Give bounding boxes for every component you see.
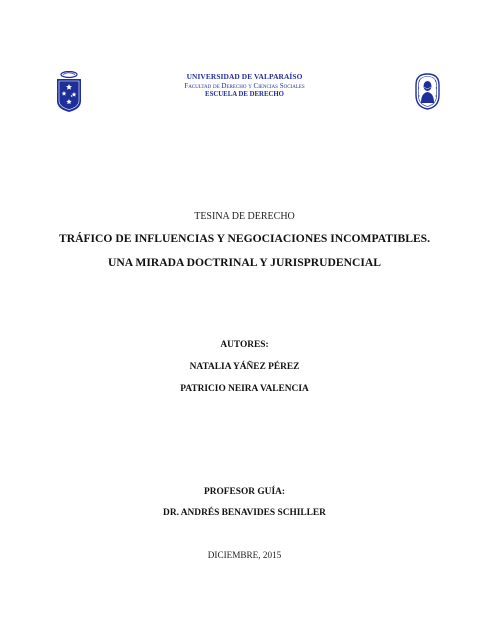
university-name: UNIVERSIDAD DE VALPARAÍSO	[186, 72, 303, 81]
authors-label: AUTORES:	[220, 340, 269, 350]
thesis-type: TESINA DE DERECHO	[194, 211, 295, 222]
thesis-title-line1: TRÁFICO DE INFLUENCIAS Y NEGOCIACIONES INCOMPATIBLES.	[58, 232, 431, 245]
publication-date: DICIEMBRE, 2015	[207, 550, 282, 560]
author-name: NATALIA YÁÑEZ PÉREZ	[189, 362, 300, 372]
faculty-name: Facultad de Derecho y Ciencias Sociales	[184, 82, 305, 90]
advisor-name: DR. ANDRÉS BENAVIDES SCHILLER	[163, 508, 326, 518]
faculty-seal-icon	[414, 73, 441, 110]
thesis-title-line2: UNA MIRADA DOCTRINAL Y JURISPRUDENCIAL	[108, 256, 381, 269]
author-name: PATRICIO NEIRA VALENCIA	[180, 384, 309, 394]
advisor-label: PROFESOR GUÍA:	[204, 487, 285, 497]
school-name: ESCUELA DE DERECHO	[205, 91, 284, 98]
